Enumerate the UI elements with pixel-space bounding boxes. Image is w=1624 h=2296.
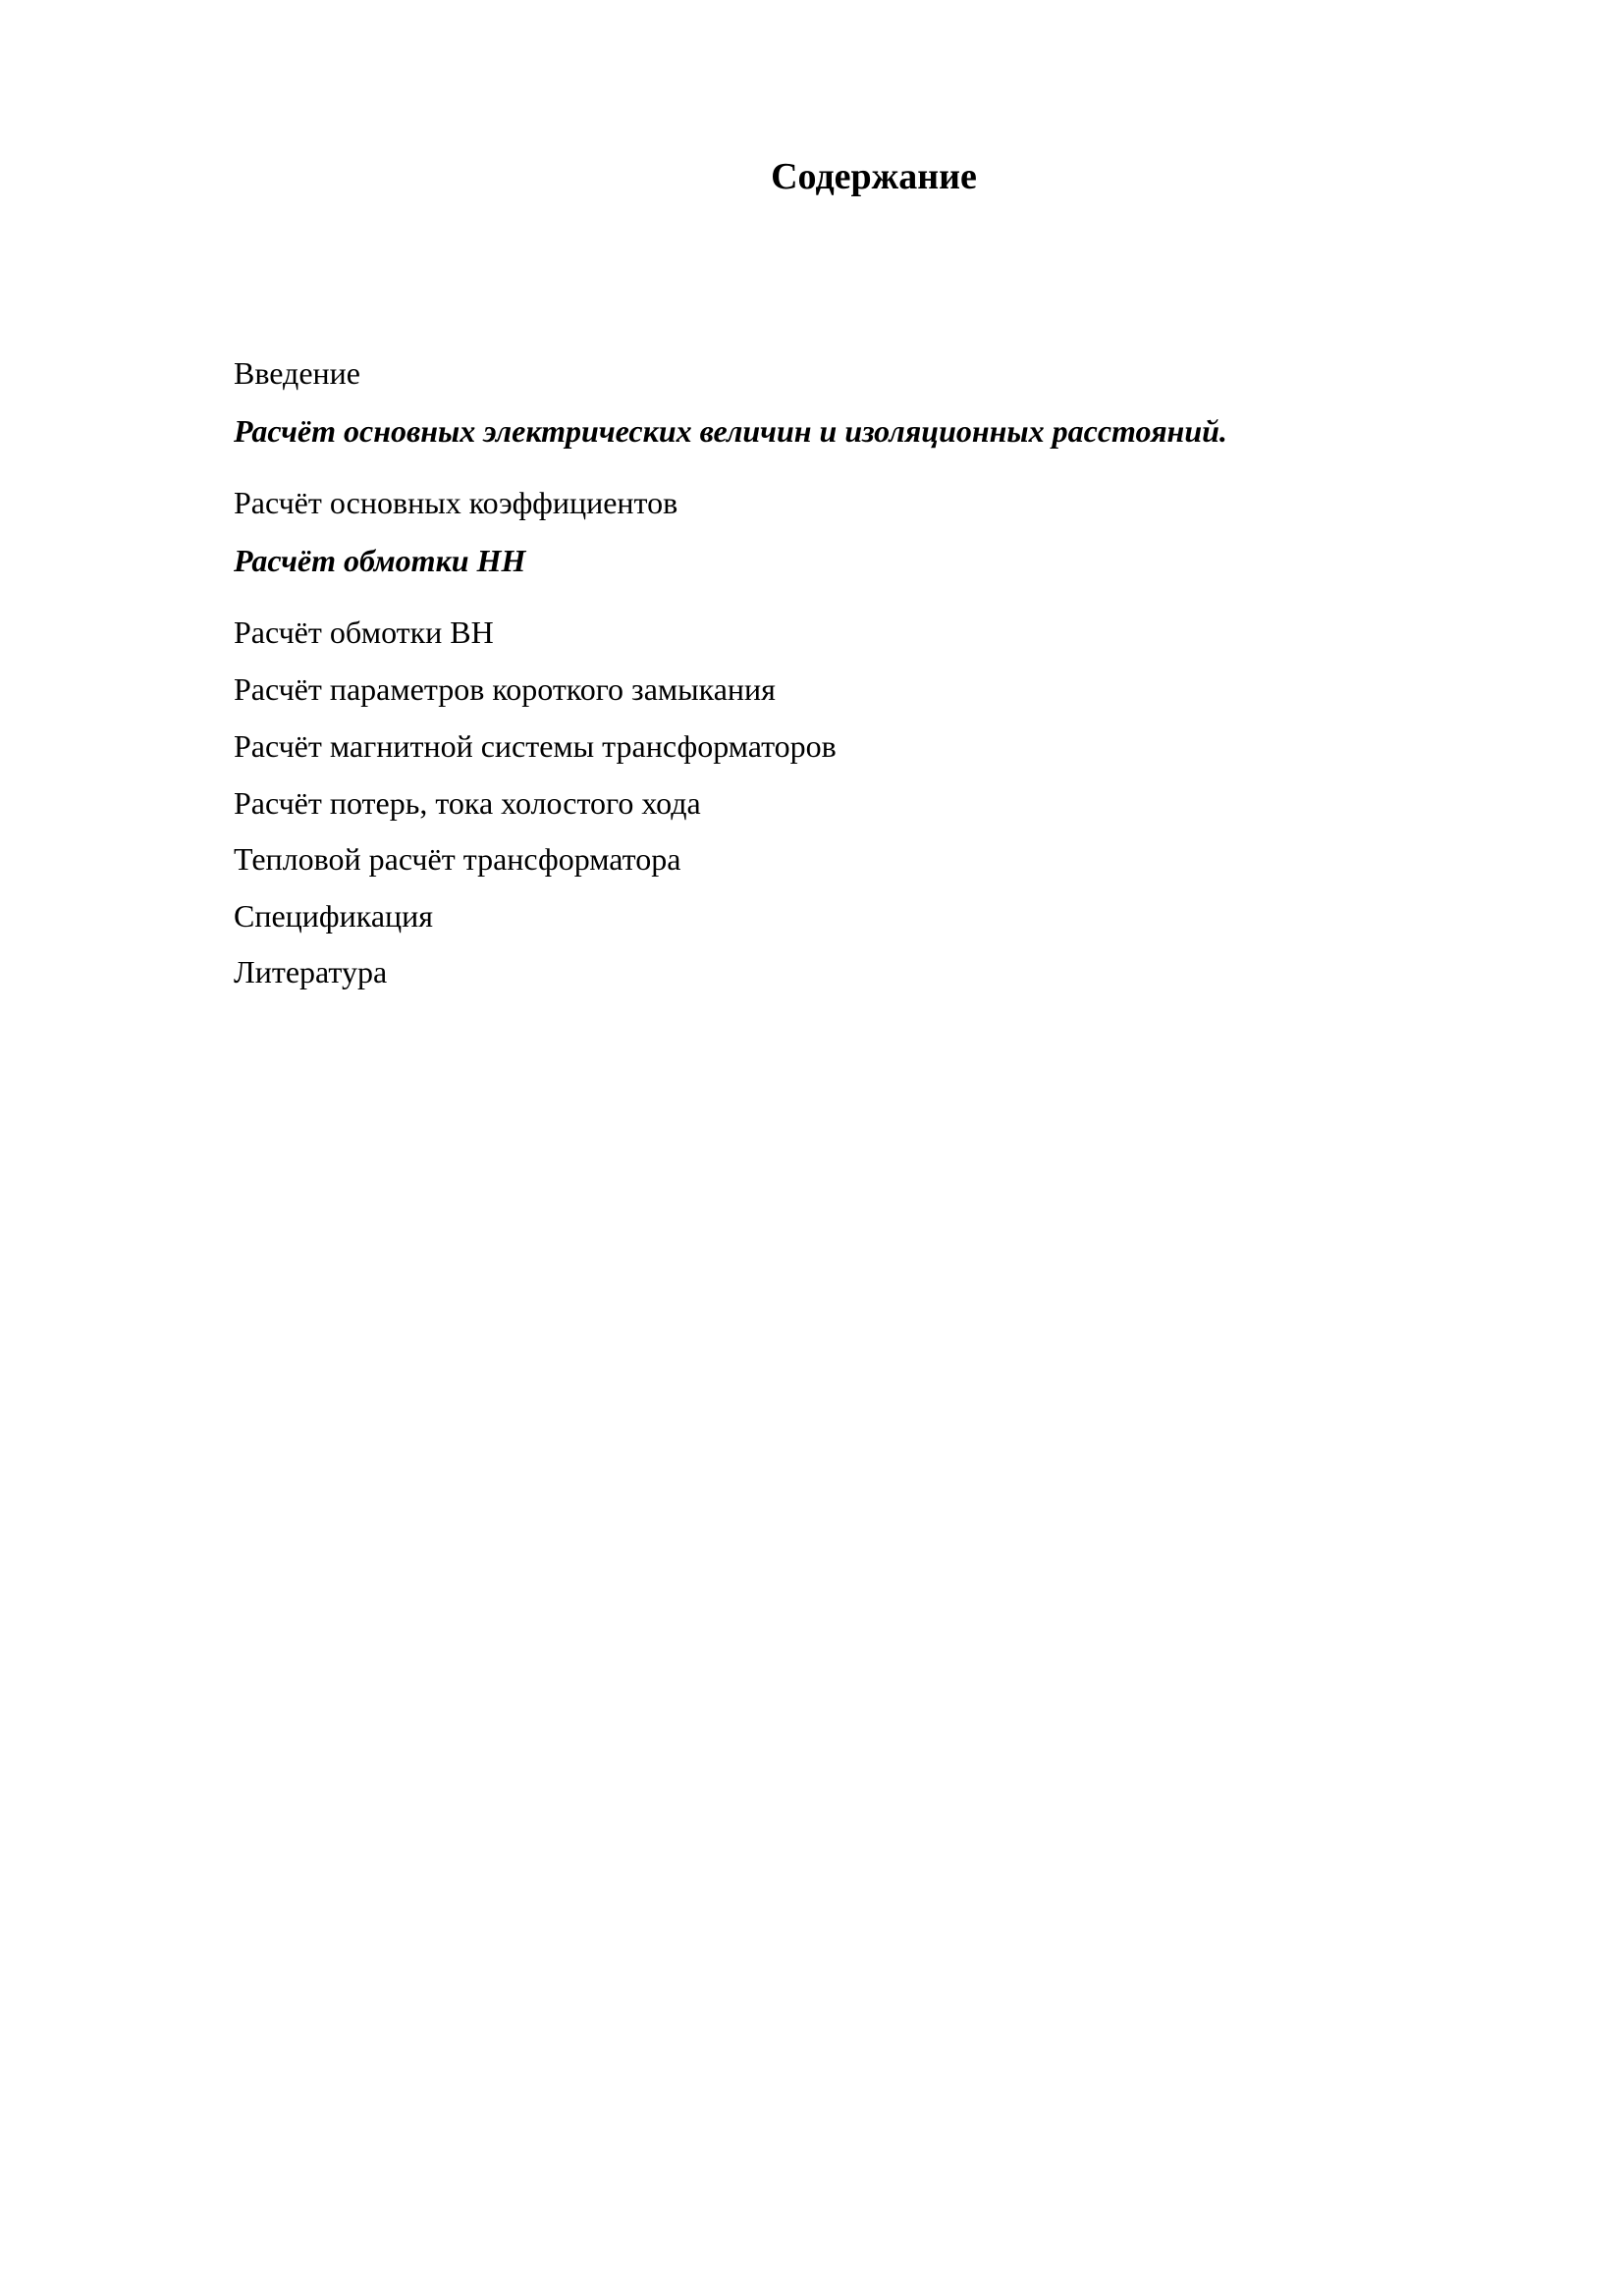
- toc-item-introduction: Введение: [234, 355, 360, 391]
- toc-item-coefficients: Расчёт основных коэффициентов: [234, 485, 678, 520]
- toc-item-lv-winding: Расчёт обмотки НН: [234, 543, 526, 578]
- toc-item-literature: Литература: [234, 954, 388, 989]
- toc-item-no-load-losses: Расчёт потерь, тока холостого хода: [234, 785, 701, 821]
- page-title: Содержание: [771, 156, 977, 197]
- toc-item-electrical-values: Расчёт основных электрических величин и изоляционных расстояний.: [234, 413, 1227, 449]
- toc-item-hv-winding: Расчёт обмотки ВН: [234, 614, 494, 650]
- toc-item-thermal: Тепловой расчёт трансформатора: [234, 841, 681, 877]
- toc-item-short-circuit: Расчёт параметров короткого замыкания: [234, 671, 776, 707]
- toc-item-magnetic-system: Расчёт магнитной системы трансформаторов: [234, 728, 837, 764]
- toc-item-specification: Спецификация: [234, 898, 434, 934]
